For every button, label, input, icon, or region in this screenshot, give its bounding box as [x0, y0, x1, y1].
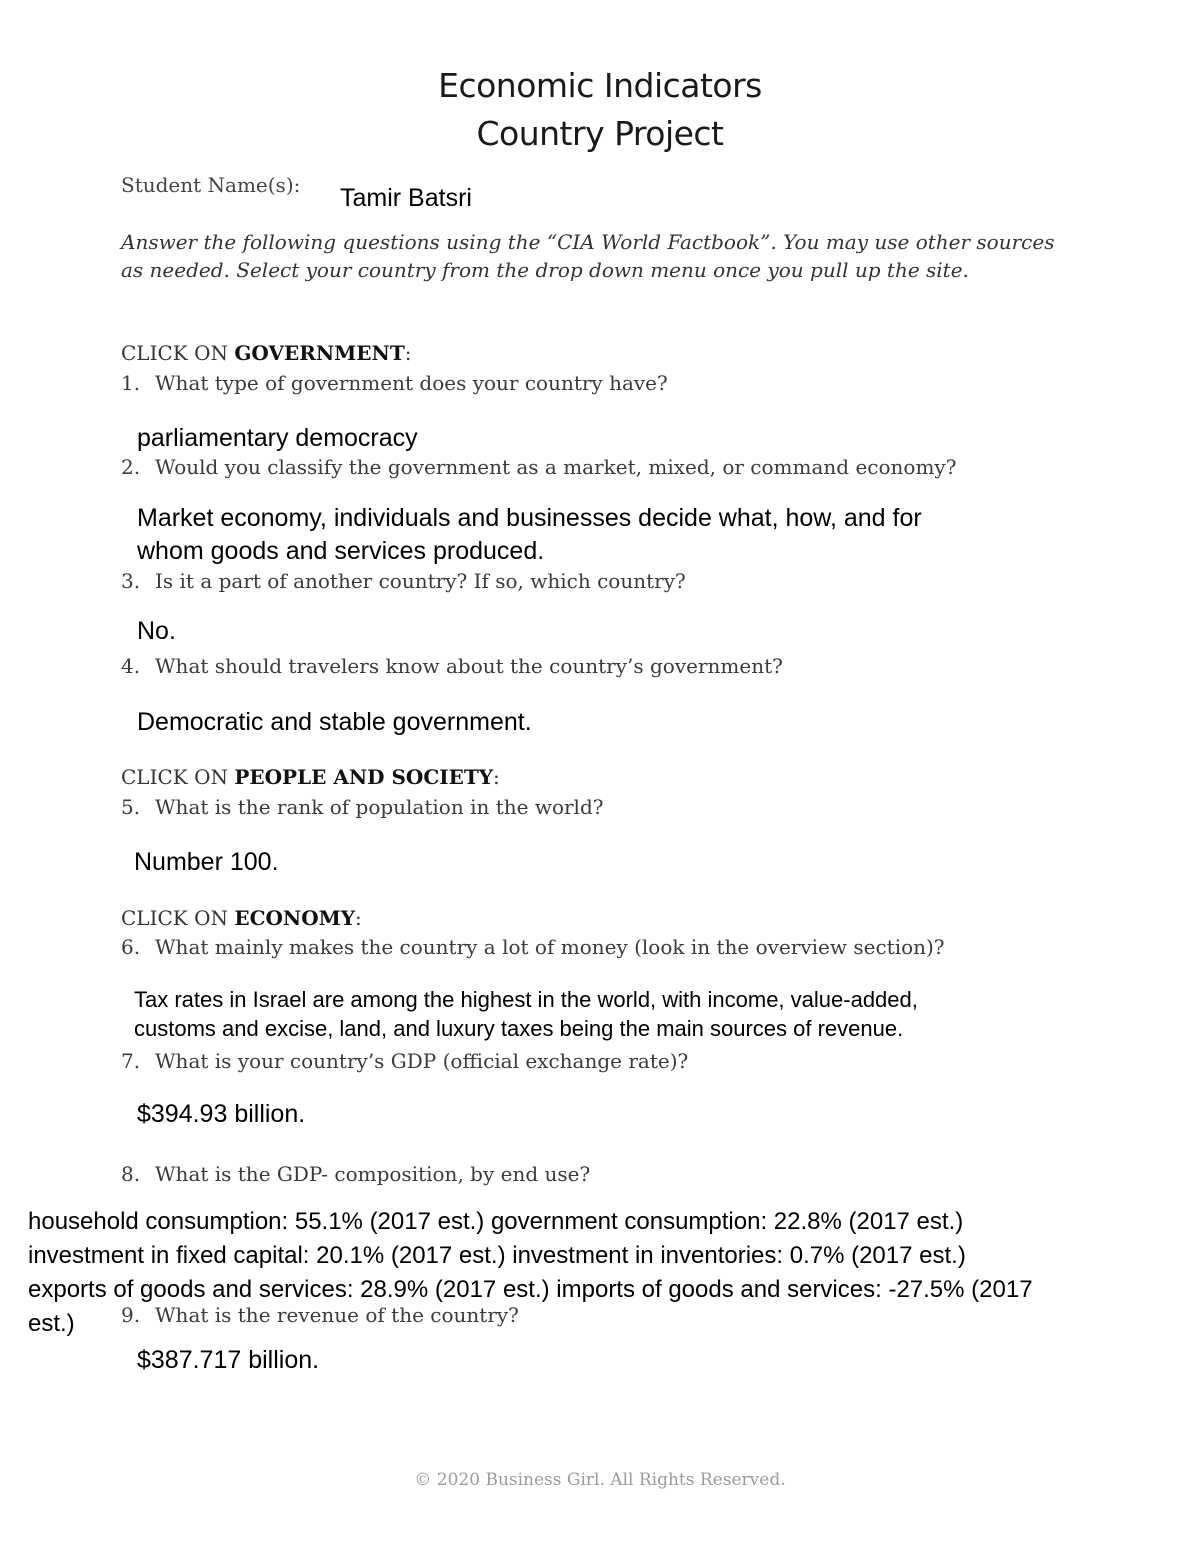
- answer-4[interactable]: Democratic and stable government.: [137, 708, 532, 736]
- question-7: 7. What is your country’s GDP (official exchange rate)?: [121, 1049, 689, 1073]
- section-government: CLICK ON GOVERNMENT:: [121, 341, 412, 365]
- answer-6-line-1[interactable]: Tax rates in Israel are among the highest in the world, with income, value-added,: [134, 987, 918, 1012]
- answer-7[interactable]: $394.93 billion.: [137, 1100, 306, 1128]
- section-economy: CLICK ON ECONOMY:: [121, 906, 362, 930]
- answer-8-line-1[interactable]: household consumption: 55.1% (2017 est.) government consumption: 22.8% (2017 est.): [28, 1208, 964, 1235]
- question-5: 5. What is the rank of population in the world?: [121, 795, 604, 819]
- question-9: 9. What is the revenue of the country?: [121, 1303, 519, 1327]
- instructions: Answer the following questions using the “CIA World Factbook”. You may use other sources as needed. Select your country from the drop down menu once you pull up the site.: [121, 230, 1055, 282]
- student-name-value[interactable]: Tamir Batsri: [340, 184, 472, 212]
- question-1: 1. What type of government does your country have?: [121, 371, 668, 395]
- answer-1[interactable]: parliamentary democracy: [137, 424, 418, 452]
- title-line-2: Country Project: [476, 114, 724, 153]
- copyright-footer: © 2020 Business Girl. All Rights Reserved.: [414, 1470, 786, 1490]
- answer-8-line-4[interactable]: est.): [28, 1310, 75, 1337]
- title-line-1: Economic Indicators: [438, 66, 762, 105]
- answer-8-line-3[interactable]: exports of goods and services: 28.9% (2017 est.) imports of goods and services: -27.5% (2017: [28, 1276, 1033, 1303]
- question-2: 2. Would you classify the government as a market, mixed, or command economy?: [121, 455, 957, 479]
- answer-3[interactable]: No.: [137, 617, 176, 645]
- answer-9[interactable]: $387.717 billion.: [137, 1346, 320, 1374]
- answer-8-line-2[interactable]: investment in fixed capital: 20.1% (2017 est.) investment in inventories: 0.7% (2017 est.): [28, 1242, 966, 1269]
- answer-2-line-1[interactable]: Market economy, individuals and businesses decide what, how, and for: [137, 504, 922, 532]
- answer-5[interactable]: Number 100.: [134, 848, 279, 876]
- question-3: 3. Is it a part of another country? If so, which country?: [121, 569, 686, 593]
- question-8: 8. What is the GDP- composition, by end use?: [121, 1162, 591, 1186]
- question-4: 4. What should travelers know about the country’s government?: [121, 654, 783, 678]
- student-name-label: Student Name(s):: [121, 173, 301, 197]
- section-people-and-society: CLICK ON PEOPLE AND SOCIETY:: [121, 765, 500, 789]
- answer-6-line-2[interactable]: customs and excise, land, and luxury taxes being the main sources of revenue.: [134, 1016, 904, 1041]
- question-6: 6. What mainly makes the country a lot of money (look in the overview section)?: [121, 935, 945, 959]
- answer-2-line-2[interactable]: whom goods and services produced.: [137, 537, 545, 565]
